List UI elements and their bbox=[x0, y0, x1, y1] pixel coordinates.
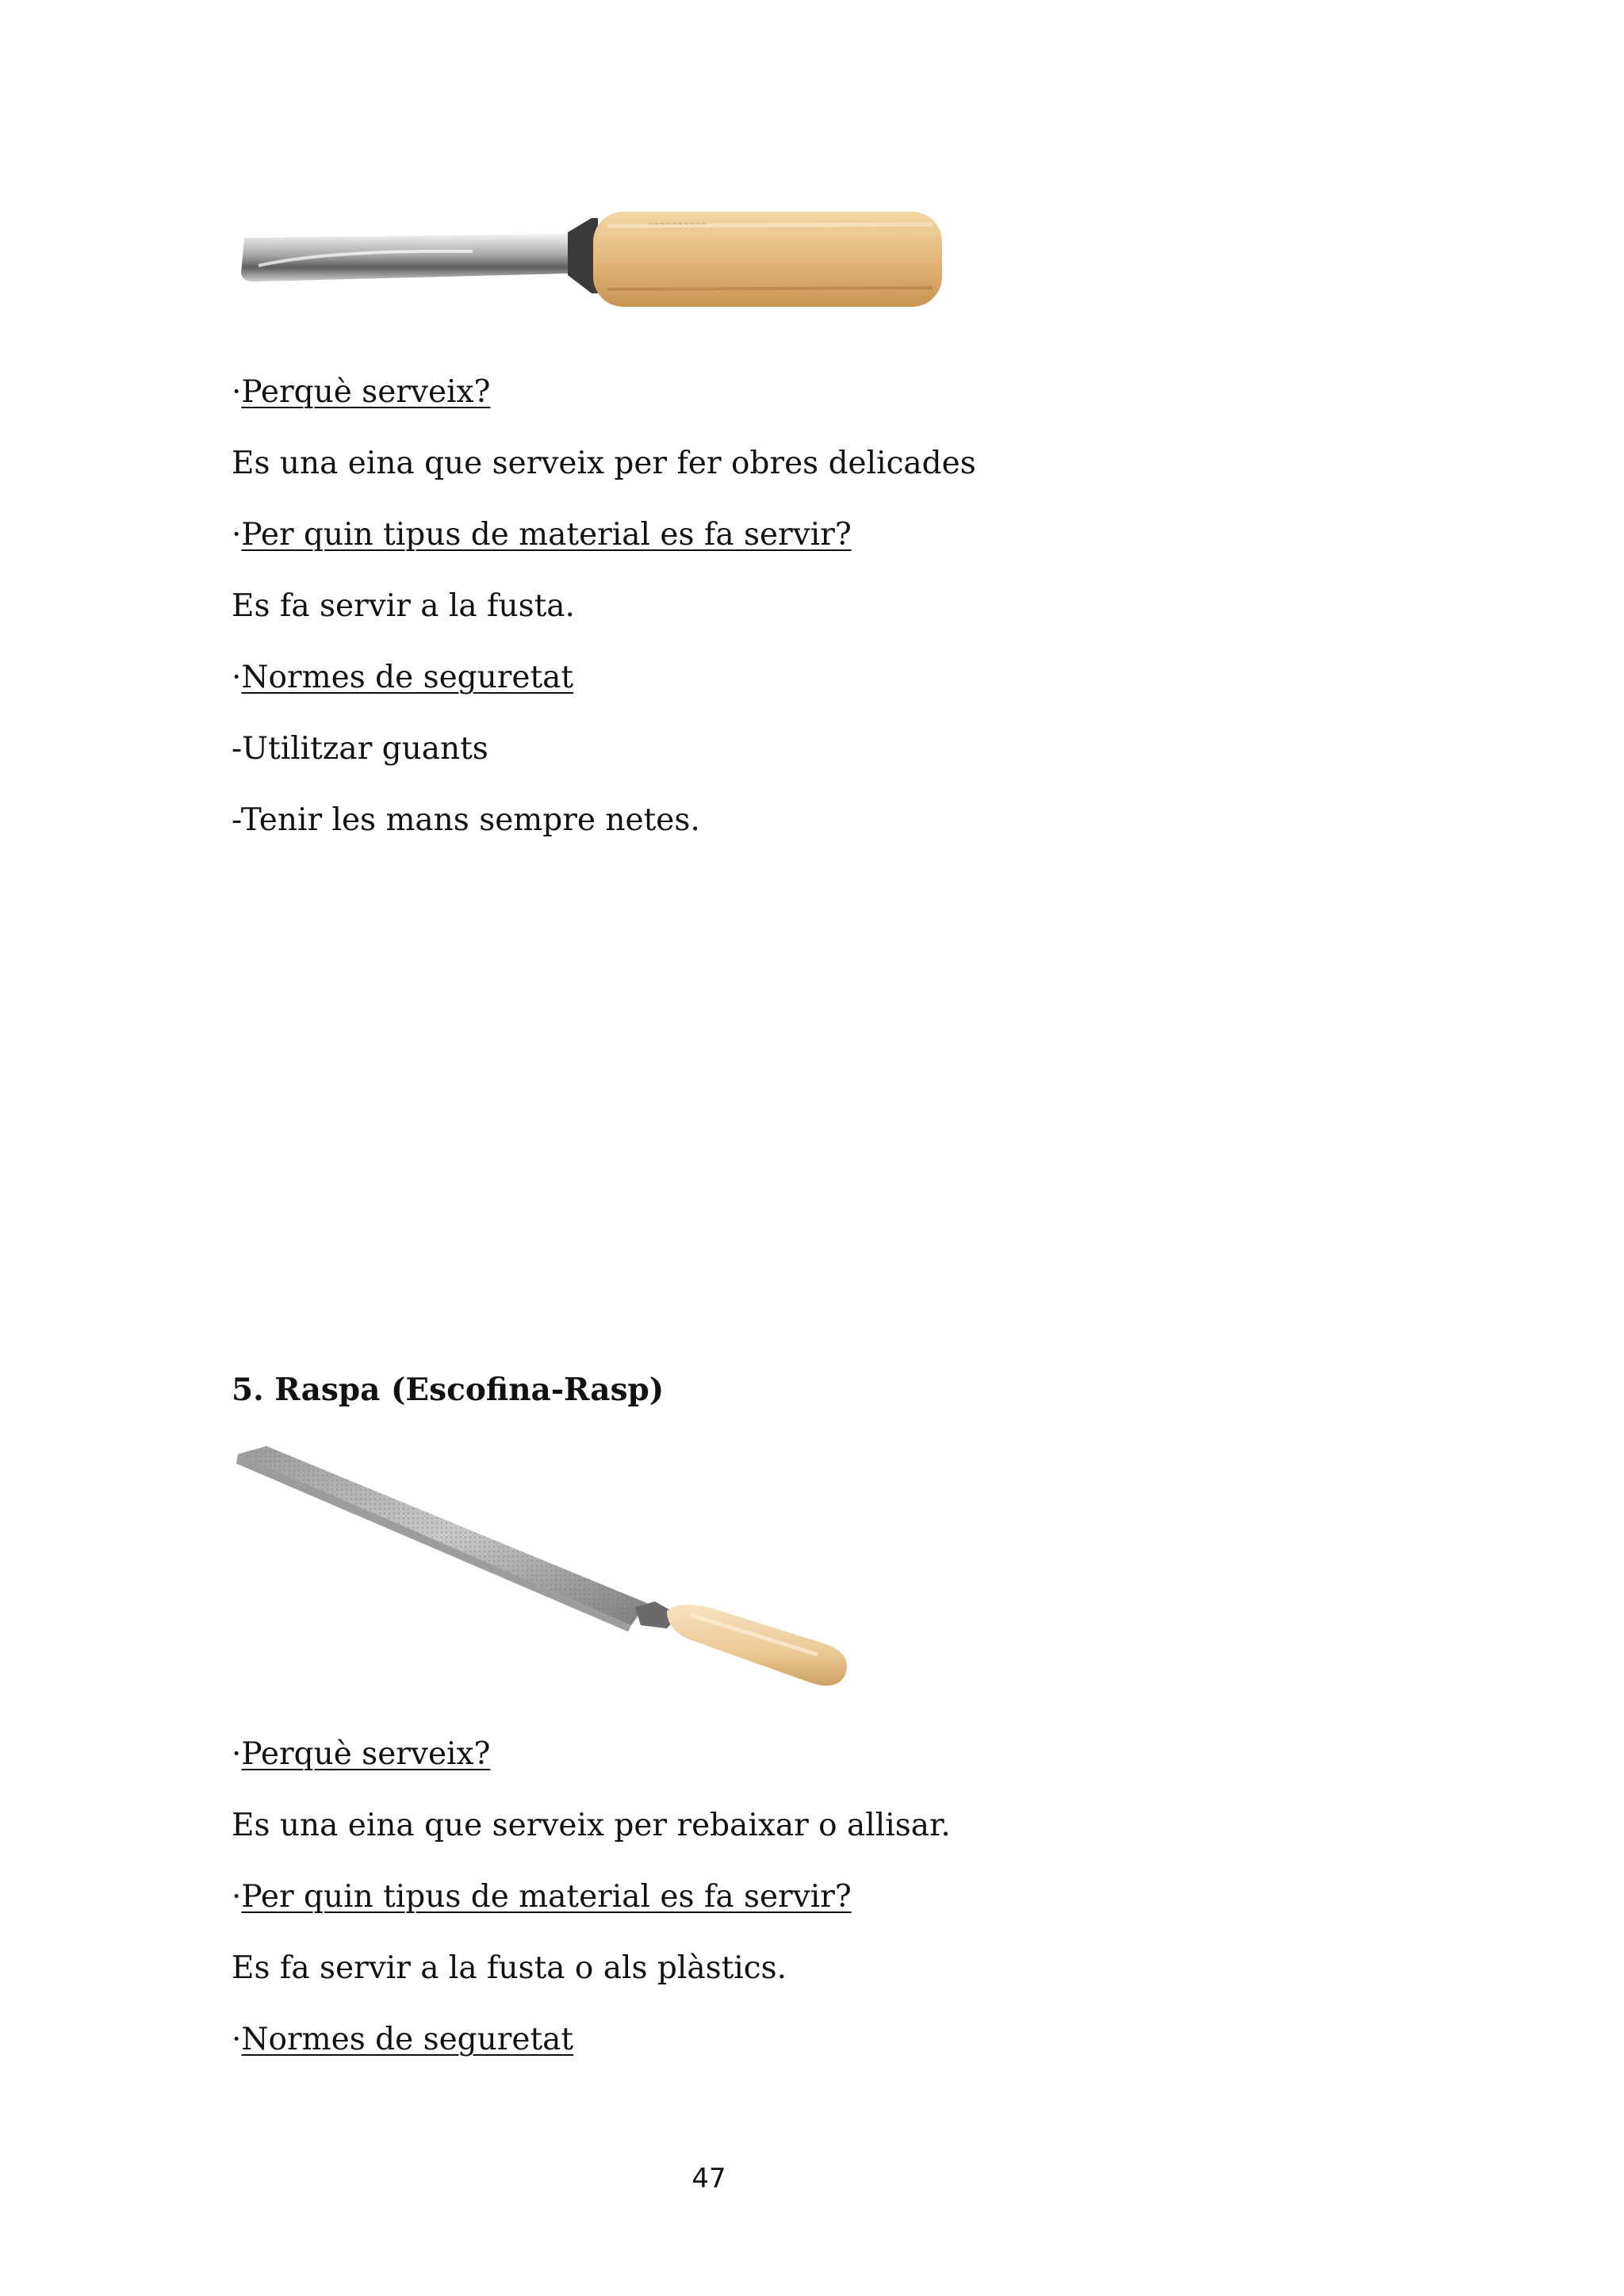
question-purpose bbox=[232, 374, 490, 411]
answer-purpose: Es una eina que serveix per fer obres delicades bbox=[232, 446, 976, 481]
rasp-image bbox=[235, 1445, 861, 1706]
question-material bbox=[232, 1879, 852, 1916]
bullet: · bbox=[232, 2022, 242, 2057]
bullet: · bbox=[232, 1879, 242, 1915]
page-number: 47 bbox=[691, 2163, 726, 2195]
answer-material: Es fa servir a la fusta o als plàstics. bbox=[232, 1950, 787, 1986]
answer-purpose: Es una eina que serveix per rebaixar o allisar. bbox=[232, 1808, 951, 1843]
question-safety bbox=[232, 660, 573, 697]
bullet: · bbox=[232, 1736, 242, 1772]
question-label: Perquè serveix? bbox=[241, 374, 491, 410]
section-heading: 5. Raspa (Escofina-Rasp) bbox=[232, 1372, 665, 1408]
question-material bbox=[232, 517, 852, 554]
answer-material: Es fa servir a la fusta. bbox=[232, 588, 575, 624]
bullet: · bbox=[232, 660, 242, 695]
question-label: Per quin tipus de material es fa servir? bbox=[241, 1879, 852, 1915]
bullet: · bbox=[232, 374, 242, 410]
bullet: · bbox=[232, 517, 242, 553]
question-label: Perquè serveix? bbox=[241, 1736, 491, 1772]
question-label: Normes de seguretat bbox=[241, 2022, 574, 2057]
svg-text:~~~~~~~~~~: ~~~~~~~~~~ bbox=[647, 220, 707, 228]
safety-rule-2: -Tenir les mans sempre netes. bbox=[232, 802, 700, 838]
question-label: Per quin tipus de material es fa servir? bbox=[241, 517, 852, 553]
safety-rule-1: -Utilitzar guants bbox=[232, 731, 488, 767]
question-purpose bbox=[232, 1736, 490, 1774]
gouge-chisel-image bbox=[235, 194, 956, 357]
question-safety bbox=[232, 2022, 573, 2059]
question-label: Normes de seguretat bbox=[241, 660, 574, 695]
